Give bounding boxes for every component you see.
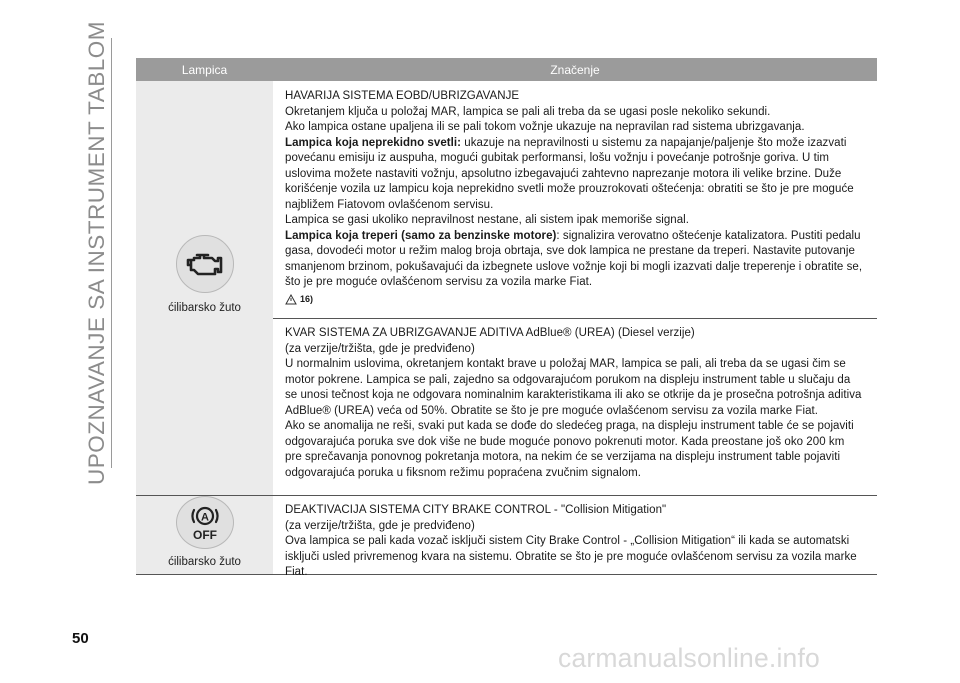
icon-off-text: OFF: [192, 527, 217, 542]
meaning-eobd: [273, 81, 877, 319]
page-number: 50: [72, 630, 89, 647]
bold-phrase: Lampica koja treperi (samo za benzinske motore): [285, 229, 557, 242]
text-line: se unosi tečnost koja ne odgovara nominalnim karakteristikama ili ako se otkrije da je prosečna potrošnja aditiva: [285, 389, 862, 401]
text-line: HAVARIJA SISTEMA EOBD/UBRIZGAVANJE: [285, 90, 520, 102]
engine-check-badge: [176, 235, 234, 293]
text-line: [285, 229, 877, 245]
warning-reference: [285, 292, 877, 307]
text-line: Ako lampica ostane upaljena ili se pali tokom vožnje ukazuje na nepravilan rad sistema ubrizgavanja.: [285, 121, 805, 133]
text-line: povećanu emisiju iz auspuha, mogući gubitak performansi, lošu vožnju i povećanje potrošnje goriva. U tim: [285, 152, 830, 164]
text-line: isključi usled privremenog kvara na sistemu. Obratite se što je pre moguće ovlašćenom servisu za vozila marke: [285, 550, 857, 563]
text-line: najbližem Fiatovom ovlašćenom servisu.: [285, 198, 494, 211]
meaning-column-eobd: [273, 81, 877, 495]
text-line: (za verzije/tržišta, gde je predviđeno): [285, 342, 475, 355]
text-line: Okretanjem ključa u položaj MAR, lampica se pali ali treba da se ugasi posle nekoliko sekundi.: [285, 105, 771, 118]
table-row-eobd-group: [136, 81, 877, 496]
text-line: gasa, dovodeći motor u režim malog broja obrtaja, sve dok lampica ne prestane da treperi. Nastavite putovanje: [285, 245, 855, 257]
text-line: smanjenom brzinom, pokušavajući da izbegnete uslove vožnje koji bi mogli izazvati dalje treperenje i obratite se,: [285, 260, 863, 273]
text-line: KVAR SISTEMA ZA UBRIZGAVANJE ADITIVA AdBlue® (UREA) (Diesel verzije): [285, 327, 695, 339]
text-line: [285, 136, 877, 152]
text-span: ukazuje na nepravilnosti u sistemu za napajanje/paljenje što može izazvati: [464, 136, 847, 149]
icon-label-city-brake: ćilibarsko žuto: [168, 556, 241, 568]
engine-check-icon: [184, 249, 226, 279]
section-divider-line: [111, 38, 112, 468]
text-line: DEAKTIVACIJA SISTEMA CITY BRAKE CONTROL - "Collision Mitigation": [285, 504, 667, 516]
text-line: što je pre moguće ovlašćenom servisu za vozila marke Fiat.: [285, 276, 593, 288]
warning-triangle-icon: [285, 294, 297, 305]
icon-cell-city-brake: [136, 496, 273, 574]
text-line: odgovarajuća poruka u fiksnom režimu popraćena zvučnim signalom.: [285, 466, 642, 479]
meaning-adblue: [273, 319, 877, 494]
text-line: Ako se anomalija ne reši, svaki put kada se dođe do sledećeg praga, na displeju instrument table će se pojaviti: [285, 420, 854, 432]
warning-lights-table: [136, 58, 877, 578]
text-line: motor pokrene. Lampica se pali, zajedno sa odgovarajućom porukom na displeju instrument table u slučaju da: [285, 373, 851, 386]
text-line: pre sprečavanja ponovnog pokretanja motora, na nekim će se verzijama na displeju instrument table pojaviti: [285, 451, 841, 463]
text-line: Fiat.: [285, 566, 308, 578]
icon-label-engine: ćilibarsko žuto: [168, 302, 241, 314]
warning-ref-number: 16): [300, 294, 314, 304]
text-line: Ova lampica se pali kada vozač isključi sistem City Brake Control - „Collision Mitigation“ ili kada se automatski: [285, 535, 850, 547]
bold-phrase: Lampica koja neprekidno svetli:: [285, 136, 462, 149]
icon-letter: A: [200, 511, 209, 523]
text-line: Lampica se gasi ukoliko nepravilnost nestane, ali sistem ipak memoriše signal.: [285, 214, 690, 226]
text-line: (za verzije/tržišta, gde je predviđeno): [285, 519, 475, 532]
meaning-city-brake: [273, 496, 877, 578]
section-title-vertical: [84, 21, 110, 485]
header-znacenje: Značenje: [550, 62, 600, 77]
watermark: carmanualsonline.info: [558, 643, 820, 673]
section-title-text: UPOZNAVANJE SA INSTRUMENT TABLOM: [84, 21, 109, 485]
text-line: odgovarajuća poruka sve dok više ne bude moguće ponovo pokrenuti motor. Kada preostane još oko 200 km: [285, 435, 845, 448]
city-brake-badge: [176, 496, 234, 549]
table-header: [136, 58, 877, 81]
text-line: U normalnim uslovima, okretanjem kontakt brave u položaj MAR, lampica se pali, ali treba da se ugasi čim se: [285, 358, 846, 370]
table-row-city-brake: [136, 496, 877, 578]
text-line: korišćenje vozila uz lampicu koja neprekidno svetli može prouzrokovati oštećenja: obratiti se što je pre moguće: [285, 183, 854, 195]
text-line: uslovima možete nastaviti vožnju, apsolutno izbegavajući zahtevno naprezanje motora ili velike brzine. Duže: [285, 167, 842, 180]
city-brake-off-icon: [183, 503, 227, 543]
text-span: : signalizira verovatno oštećenje katalizatora. Pustiti pedalu: [556, 229, 861, 242]
header-lampica: Lampica: [181, 62, 228, 77]
icon-cell-engine: [136, 81, 273, 495]
text-line: AdBlue® (UREA) veća od 50%. Obratite se što je pre moguće ovlašćenom servisu za vozila marke Fiat.: [285, 404, 819, 417]
